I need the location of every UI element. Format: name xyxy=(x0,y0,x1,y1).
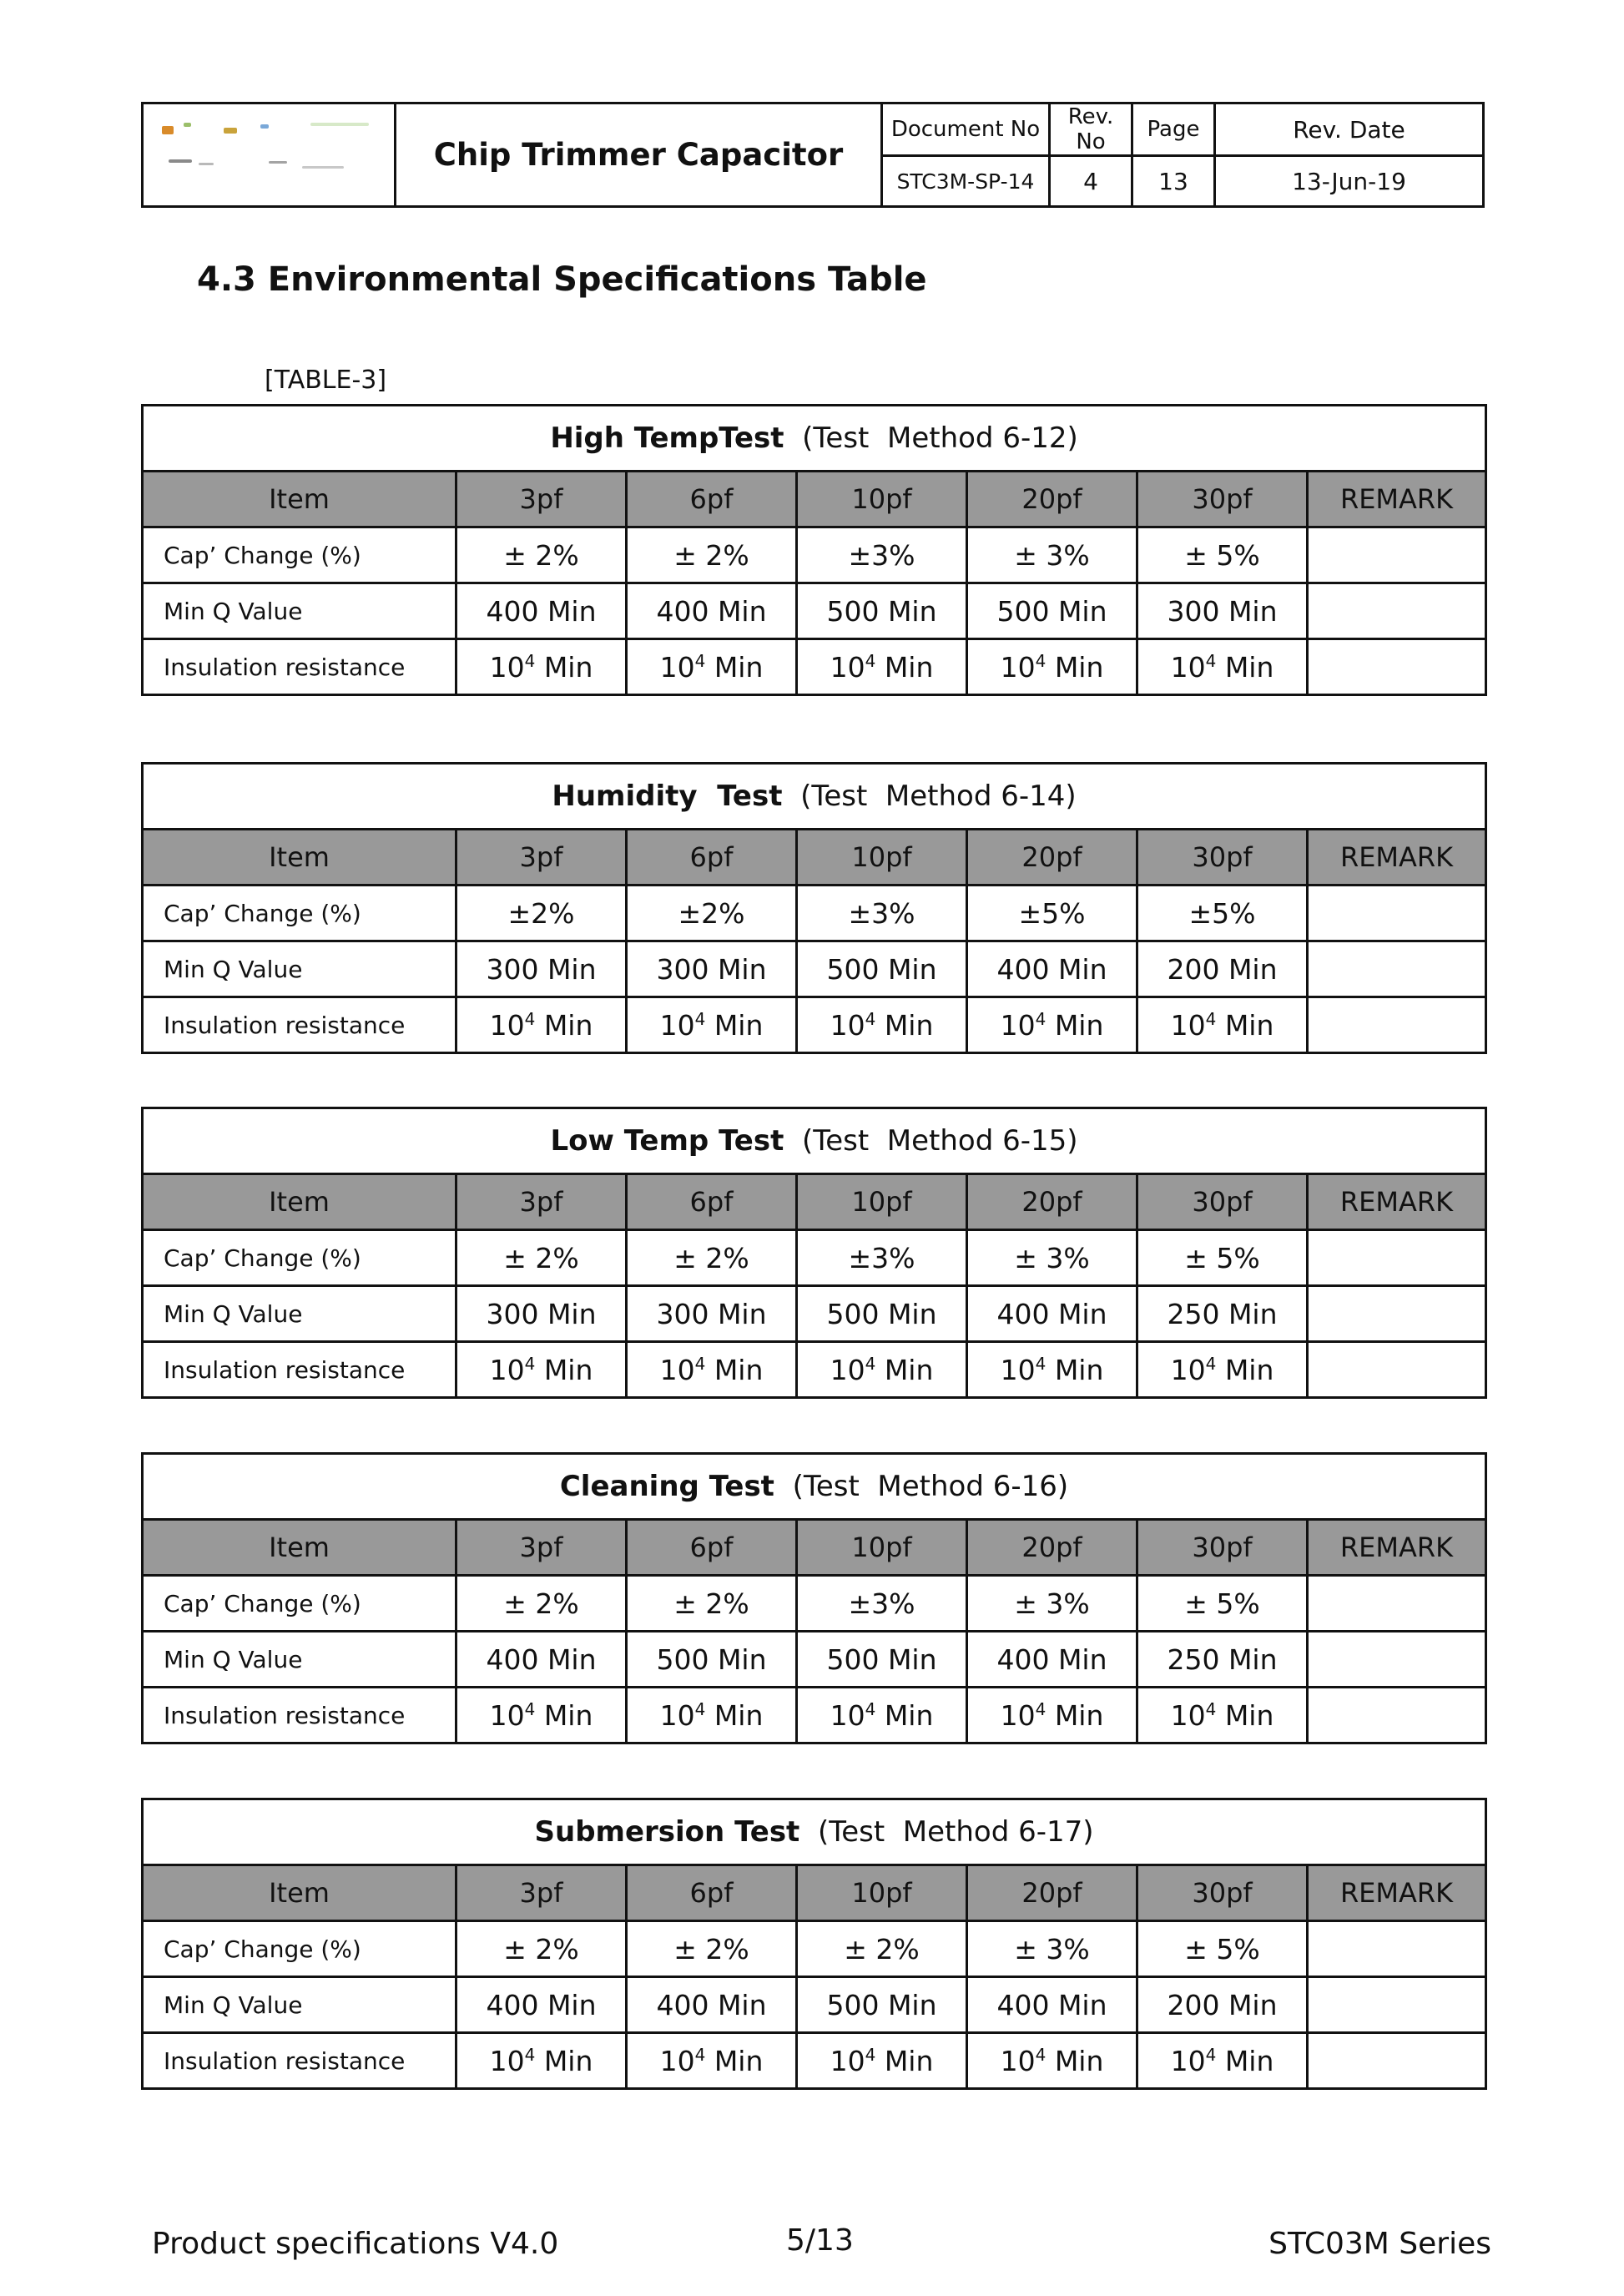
value-cell: ±2% xyxy=(456,886,627,941)
table-reference: [TABLE-3] xyxy=(265,366,387,395)
value-exponent: 4 xyxy=(1035,1008,1047,1029)
value-cell xyxy=(456,1342,627,1398)
value-suffix: Min xyxy=(535,2044,593,2077)
section-title: 4.3 Environmental Specifications Table xyxy=(197,260,927,299)
column-header: Item xyxy=(143,472,456,527)
value-cell: ± 5% xyxy=(1137,527,1308,583)
value-base: 10 xyxy=(1170,1353,1206,1386)
spec-table xyxy=(141,1107,1487,1399)
column-header: 10pf xyxy=(797,472,967,527)
value-cell: 300 Min xyxy=(456,1286,627,1342)
value-base: 10 xyxy=(1000,1698,1036,1732)
value-cell xyxy=(1137,2033,1308,2089)
table-row xyxy=(143,1921,1486,1977)
column-header: REMARK xyxy=(1308,830,1486,886)
value-suffix: Min xyxy=(535,1353,593,1386)
column-header: 6pf xyxy=(627,472,797,527)
value-suffix: Min xyxy=(1216,1008,1274,1042)
value-suffix: Min xyxy=(705,2044,764,2077)
row-item-label: Cap’ Change (%) xyxy=(143,1921,456,1977)
table-row xyxy=(143,1342,1486,1398)
value-cell: 250 Min xyxy=(1137,1286,1308,1342)
value-exponent: 4 xyxy=(694,650,706,671)
remark-cell xyxy=(1308,1286,1486,1342)
value-cell: 500 Min xyxy=(797,1632,967,1688)
value-cell xyxy=(1137,639,1308,695)
value-cell xyxy=(967,1688,1137,1743)
spec-table-caption xyxy=(143,764,1486,830)
value-cell: ± 2% xyxy=(627,1921,797,1977)
value-cell: 400 Min xyxy=(627,583,797,639)
value-cell: 300 Min xyxy=(1137,583,1308,639)
row-item-label: Cap’ Change (%) xyxy=(143,527,456,583)
value-exponent: 4 xyxy=(524,1698,536,1719)
value-suffix: Min xyxy=(535,1698,593,1732)
value-suffix: Min xyxy=(1216,1698,1274,1732)
document-header xyxy=(141,102,1485,208)
value-cell: 200 Min xyxy=(1137,941,1308,997)
table-row xyxy=(143,997,1486,1053)
column-header: 10pf xyxy=(797,830,967,886)
remark-cell xyxy=(1308,1977,1486,2033)
column-header: Item xyxy=(143,1520,456,1576)
value-suffix: Min xyxy=(705,1698,764,1732)
row-item-label: Insulation resistance xyxy=(143,997,456,1053)
document-no-label: Document No xyxy=(882,103,1050,156)
value-exponent: 4 xyxy=(1035,1353,1047,1374)
value-cell: 400 Min xyxy=(967,1286,1137,1342)
value-suffix: Min xyxy=(535,1008,593,1042)
row-item-label: Min Q Value xyxy=(143,941,456,997)
value-exponent: 4 xyxy=(524,2044,536,2065)
document-title: Chip Trimmer Capacitor xyxy=(396,103,882,207)
value-cell: ±3% xyxy=(797,527,967,583)
value-suffix: Min xyxy=(875,1698,934,1732)
value-cell: ± 2% xyxy=(797,1921,967,1977)
column-header: 30pf xyxy=(1137,472,1308,527)
value-cell xyxy=(627,1342,797,1398)
page-label: Page xyxy=(1132,103,1215,156)
value-cell: 300 Min xyxy=(627,1286,797,1342)
column-header: 3pf xyxy=(456,472,627,527)
value-cell xyxy=(967,997,1137,1053)
value-cell xyxy=(1137,1342,1308,1398)
remark-cell xyxy=(1308,941,1486,997)
value-cell xyxy=(456,2033,627,2089)
value-suffix: Min xyxy=(875,2044,934,2077)
column-header: 10pf xyxy=(797,1865,967,1921)
value-cell xyxy=(627,639,797,695)
column-header: REMARK xyxy=(1308,1174,1486,1230)
row-item-label: Insulation resistance xyxy=(143,1688,456,1743)
value-cell xyxy=(797,1342,967,1398)
value-cell: ± 2% xyxy=(627,1576,797,1632)
value-exponent: 4 xyxy=(1035,2044,1047,2065)
value-cell: ± 2% xyxy=(456,1921,627,1977)
column-header: 30pf xyxy=(1137,1520,1308,1576)
value-cell xyxy=(456,639,627,695)
value-base: 10 xyxy=(1170,1008,1206,1042)
value-cell xyxy=(627,997,797,1053)
rev-no-label: Rev. No xyxy=(1050,103,1132,156)
table-row xyxy=(143,1286,1486,1342)
column-header: 10pf xyxy=(797,1520,967,1576)
row-item-label: Insulation resistance xyxy=(143,639,456,695)
value-base: 10 xyxy=(659,1353,695,1386)
value-base: 10 xyxy=(1000,2044,1036,2077)
footer-series: STC03M Series xyxy=(1268,2227,1491,2261)
value-cell: ±3% xyxy=(797,886,967,941)
value-base: 10 xyxy=(659,2044,695,2077)
value-cell: 500 Min xyxy=(627,1632,797,1688)
spec-table-caption xyxy=(143,1108,1486,1174)
value-exponent: 4 xyxy=(694,2044,706,2065)
value-cell: ± 2% xyxy=(456,1576,627,1632)
value-cell: ± 5% xyxy=(1137,1230,1308,1286)
value-cell: 400 Min xyxy=(967,1632,1137,1688)
value-cell xyxy=(456,997,627,1053)
table-row xyxy=(143,886,1486,941)
value-base: 10 xyxy=(1170,2044,1206,2077)
rev-date-label: Rev. Date xyxy=(1215,103,1484,156)
value-suffix: Min xyxy=(875,650,934,684)
company-logo xyxy=(143,103,396,207)
value-cell xyxy=(967,1342,1137,1398)
value-suffix: Min xyxy=(705,1353,764,1386)
value-cell xyxy=(797,997,967,1053)
value-base: 10 xyxy=(830,1008,865,1042)
column-header: 20pf xyxy=(967,830,1137,886)
value-cell xyxy=(797,1688,967,1743)
footer-page-number: 5/13 xyxy=(786,2223,854,2258)
value-base: 10 xyxy=(830,2044,865,2077)
value-cell: 500 Min xyxy=(797,1286,967,1342)
value-cell: 500 Min xyxy=(967,583,1137,639)
spec-table xyxy=(141,404,1487,696)
value-exponent: 4 xyxy=(524,1008,536,1029)
value-cell: ± 5% xyxy=(1137,1576,1308,1632)
remark-cell xyxy=(1308,1688,1486,1743)
value-base: 10 xyxy=(489,1353,525,1386)
test-method: (Test Method 6-16) xyxy=(792,1470,1069,1503)
value-cell: 500 Min xyxy=(797,583,967,639)
value-base: 10 xyxy=(489,650,525,684)
row-item-label: Insulation resistance xyxy=(143,2033,456,2089)
remark-cell xyxy=(1308,1632,1486,1688)
value-cell: ± 3% xyxy=(967,1921,1137,1977)
value-exponent: 4 xyxy=(865,1353,876,1374)
value-base: 10 xyxy=(489,2044,525,2077)
column-header: 3pf xyxy=(456,830,627,886)
value-cell: 400 Min xyxy=(967,1977,1137,2033)
column-header: 20pf xyxy=(967,1520,1137,1576)
row-item-label: Cap’ Change (%) xyxy=(143,1230,456,1286)
table-row xyxy=(143,1576,1486,1632)
value-base: 10 xyxy=(659,1698,695,1732)
row-item-label: Min Q Value xyxy=(143,1977,456,2033)
value-exponent: 4 xyxy=(1035,1698,1047,1719)
value-base: 10 xyxy=(1000,650,1036,684)
value-suffix: Min xyxy=(705,1008,764,1042)
value-suffix: Min xyxy=(1216,1353,1274,1386)
value-base: 10 xyxy=(489,1008,525,1042)
value-cell xyxy=(456,1688,627,1743)
remark-cell xyxy=(1308,639,1486,695)
value-base: 10 xyxy=(659,650,695,684)
value-cell: 300 Min xyxy=(627,941,797,997)
value-cell xyxy=(1137,997,1308,1053)
value-exponent: 4 xyxy=(694,1698,706,1719)
value-cell: ± 2% xyxy=(627,1230,797,1286)
spec-table-caption xyxy=(143,406,1486,472)
column-header: 3pf xyxy=(456,1174,627,1230)
value-base: 10 xyxy=(830,1353,865,1386)
value-cell: 400 Min xyxy=(456,1977,627,2033)
value-cell: ±5% xyxy=(967,886,1137,941)
value-cell: 250 Min xyxy=(1137,1632,1308,1688)
test-method: (Test Method 6-15) xyxy=(801,1124,1078,1158)
remark-cell xyxy=(1308,997,1486,1053)
column-header: REMARK xyxy=(1308,1865,1486,1921)
table-row xyxy=(143,941,1486,997)
value-base: 10 xyxy=(830,650,865,684)
value-cell: ± 2% xyxy=(456,527,627,583)
spec-table xyxy=(141,762,1487,1054)
column-header: REMARK xyxy=(1308,472,1486,527)
table-row xyxy=(143,1688,1486,1743)
value-suffix: Min xyxy=(705,650,764,684)
value-cell: 500 Min xyxy=(797,941,967,997)
value-cell xyxy=(797,2033,967,2089)
page-footer xyxy=(152,2223,1491,2268)
value-suffix: Min xyxy=(1046,2044,1104,2077)
row-item-label: Min Q Value xyxy=(143,1632,456,1688)
test-method: (Test Method 6-14) xyxy=(800,780,1077,813)
column-header: 3pf xyxy=(456,1865,627,1921)
row-item-label: Cap’ Change (%) xyxy=(143,1576,456,1632)
value-cell xyxy=(627,1688,797,1743)
test-name: Submersion Test xyxy=(534,1815,800,1849)
column-header: 30pf xyxy=(1137,1174,1308,1230)
rev-date-value: 13-Jun-19 xyxy=(1215,156,1484,207)
value-suffix: Min xyxy=(1046,1353,1104,1386)
table-row xyxy=(143,527,1486,583)
row-item-label: Insulation resistance xyxy=(143,1342,456,1398)
value-base: 10 xyxy=(1170,650,1206,684)
value-suffix: Min xyxy=(1046,1698,1104,1732)
test-method: (Test Method 6-17) xyxy=(817,1815,1094,1849)
column-header: 6pf xyxy=(627,830,797,886)
footer-doc-version: Product specifications V4.0 xyxy=(152,2227,559,2261)
value-exponent: 4 xyxy=(865,650,876,671)
page-value: 13 xyxy=(1132,156,1215,207)
value-cell xyxy=(967,639,1137,695)
table-row xyxy=(143,1977,1486,2033)
document-no-value: STC3M-SP-14 xyxy=(882,156,1050,207)
spec-table-caption xyxy=(143,1454,1486,1520)
remark-cell xyxy=(1308,527,1486,583)
column-header: 10pf xyxy=(797,1174,967,1230)
row-item-label: Min Q Value xyxy=(143,583,456,639)
remark-cell xyxy=(1308,1921,1486,1977)
value-cell xyxy=(627,2033,797,2089)
value-cell: 400 Min xyxy=(967,941,1137,997)
spec-table xyxy=(141,1798,1487,2090)
value-suffix: Min xyxy=(535,650,593,684)
value-base: 10 xyxy=(659,1008,695,1042)
table-row xyxy=(143,639,1486,695)
remark-cell xyxy=(1308,1342,1486,1398)
table-row xyxy=(143,1632,1486,1688)
test-name: Humidity Test xyxy=(552,780,783,813)
value-cell: 200 Min xyxy=(1137,1977,1308,2033)
value-exponent: 4 xyxy=(1205,1353,1217,1374)
value-cell xyxy=(797,639,967,695)
value-cell: 400 Min xyxy=(456,583,627,639)
row-item-label: Min Q Value xyxy=(143,1286,456,1342)
column-header: REMARK xyxy=(1308,1520,1486,1576)
spec-table xyxy=(141,1452,1487,1744)
remark-cell xyxy=(1308,2033,1486,2089)
value-suffix: Min xyxy=(1216,2044,1274,2077)
value-suffix: Min xyxy=(875,1353,934,1386)
column-header: Item xyxy=(143,830,456,886)
value-cell: ± 2% xyxy=(456,1230,627,1286)
table-row xyxy=(143,1230,1486,1286)
value-cell: 400 Min xyxy=(627,1977,797,2033)
value-cell: ±3% xyxy=(797,1576,967,1632)
value-cell: ±3% xyxy=(797,1230,967,1286)
value-exponent: 4 xyxy=(524,650,536,671)
remark-cell xyxy=(1308,886,1486,941)
column-header: 20pf xyxy=(967,472,1137,527)
value-exponent: 4 xyxy=(524,1353,536,1374)
column-header: 6pf xyxy=(627,1520,797,1576)
value-exponent: 4 xyxy=(694,1008,706,1029)
test-name: Low Temp Test xyxy=(550,1124,784,1158)
column-header: Item xyxy=(143,1865,456,1921)
column-header: 6pf xyxy=(627,1174,797,1230)
column-header: 3pf xyxy=(456,1520,627,1576)
column-header: 30pf xyxy=(1137,830,1308,886)
value-exponent: 4 xyxy=(694,1353,706,1374)
test-name: High TempTest xyxy=(550,421,784,455)
value-cell: ±2% xyxy=(627,886,797,941)
spec-table-caption xyxy=(143,1799,1486,1865)
test-method: (Test Method 6-12) xyxy=(802,421,1078,455)
table-row xyxy=(143,2033,1486,2089)
value-suffix: Min xyxy=(1216,650,1274,684)
column-header: 6pf xyxy=(627,1865,797,1921)
value-exponent: 4 xyxy=(1205,2044,1217,2065)
column-header: 20pf xyxy=(967,1174,1137,1230)
value-cell xyxy=(1137,1688,1308,1743)
value-cell: ± 2% xyxy=(627,527,797,583)
value-exponent: 4 xyxy=(1205,1698,1217,1719)
column-header: 20pf xyxy=(967,1865,1137,1921)
value-base: 10 xyxy=(1170,1698,1206,1732)
value-base: 10 xyxy=(489,1698,525,1732)
value-cell: 500 Min xyxy=(797,1977,967,2033)
value-exponent: 4 xyxy=(865,1008,876,1029)
value-exponent: 4 xyxy=(1205,650,1217,671)
value-exponent: 4 xyxy=(865,2044,876,2065)
test-name: Cleaning Test xyxy=(559,1470,774,1503)
remark-cell xyxy=(1308,1576,1486,1632)
value-suffix: Min xyxy=(1046,1008,1104,1042)
value-exponent: 4 xyxy=(1035,650,1047,671)
value-cell: ± 3% xyxy=(967,1576,1137,1632)
row-item-label: Cap’ Change (%) xyxy=(143,886,456,941)
value-suffix: Min xyxy=(875,1008,934,1042)
value-suffix: Min xyxy=(1046,650,1104,684)
remark-cell xyxy=(1308,1230,1486,1286)
value-cell: ± 3% xyxy=(967,527,1137,583)
value-base: 10 xyxy=(830,1698,865,1732)
value-cell: ± 5% xyxy=(1137,1921,1308,1977)
value-exponent: 4 xyxy=(1205,1008,1217,1029)
value-exponent: 4 xyxy=(865,1698,876,1719)
remark-cell xyxy=(1308,583,1486,639)
value-base: 10 xyxy=(1000,1008,1036,1042)
rev-no-value: 4 xyxy=(1050,156,1132,207)
table-row xyxy=(143,583,1486,639)
column-header: Item xyxy=(143,1174,456,1230)
value-cell: ± 3% xyxy=(967,1230,1137,1286)
value-cell xyxy=(967,2033,1137,2089)
value-base: 10 xyxy=(1000,1353,1036,1386)
column-header: 30pf xyxy=(1137,1865,1308,1921)
value-cell: 400 Min xyxy=(456,1632,627,1688)
value-cell: 300 Min xyxy=(456,941,627,997)
value-cell: ±5% xyxy=(1137,886,1308,941)
